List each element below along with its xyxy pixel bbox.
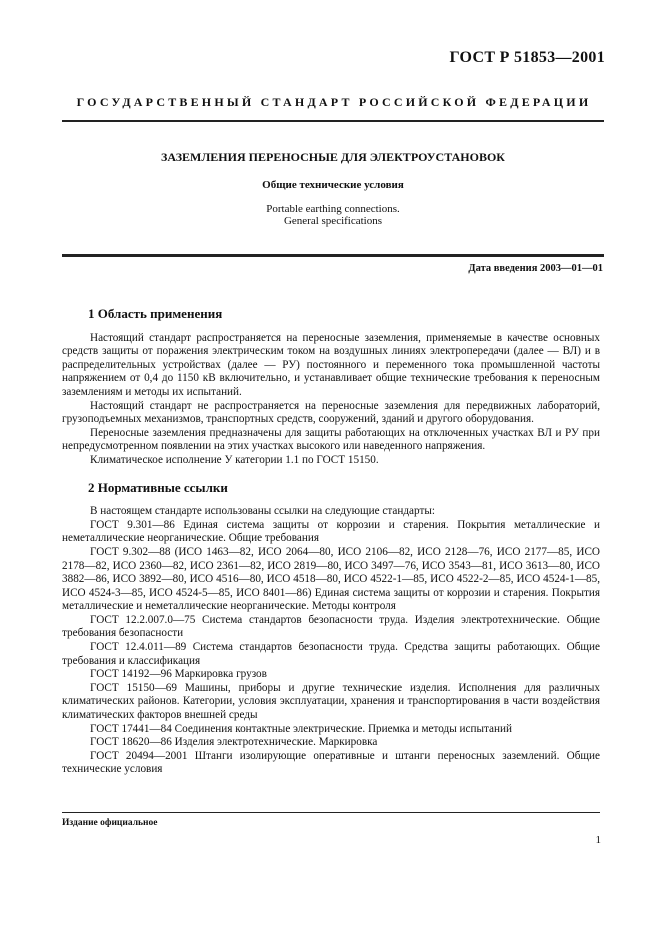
reference-entry: ГОСТ 9.301—86 Единая система защиты от коррозии и старения. Покрытия металлические и неметаллические неорганические. Общие требования	[62, 518, 600, 545]
reference-entry: ГОСТ 14192—96 Маркировка грузов	[90, 668, 267, 681]
english-title-line-2: General specifications	[283, 215, 383, 227]
section-1-paragraph: Настоящий стандарт не распространяется на переносные заземления для передвижных лабораторий, грузоподъемных механизмов, транспортных средств, сооружений, зданий и другого оборудования.	[62, 399, 600, 426]
section-2-heading: 2 Нормативные ссылки	[88, 479, 228, 495]
reference-entry: ГОСТ 17441—84 Соединения контактные электрические. Приемка и методы испытаний	[90, 722, 512, 735]
document-title: ЗАЗЕМЛЕНИЯ ПЕРЕНОСНЫЕ ДЛЯ ЭЛЕКТРОУСТАНОВОК	[161, 150, 505, 164]
gost-identifier: ГОСТ Р 51853—2001	[449, 49, 605, 66]
section-1-paragraph: Переносные заземления предназначены для защиты работающих на отключенных участках ВЛ и РУ при непредусмотренном появлении на этих участках высокого или наведенного напряжения.	[62, 426, 600, 453]
page-number: 1	[595, 834, 601, 846]
section-1-heading: 1 Область применения	[88, 306, 223, 321]
reference-entry: ГОСТ 9.302—88 (ИСО 1463—82, ИСО 2064—80, ИСО 2106—82, ИСО 2128—76, ИСО 2177—85, ИСО 2178—82, ИСО 2360—82, ИСО 2361—82, ИСО 2819—80, ИСО 3497—76, ИСО 3543—81, ИСО 3613—80, ИСО 3882—86, ИСО 3892—80, ИСО 4516—80, ИСО 4518—80, ИСО 4522-1—85, ИСО 4522-2—85, ИСО 4524-1—85, ИСО 4524-3—85, ИСО 4524-5—85, ИСО 8401—86) Единая система защиты от коррозии и старения. Покрытия металлические и неметаллические неорганические. Методы контроля	[62, 545, 600, 613]
introduction-date: Дата введения 2003—01—01	[468, 263, 603, 274]
top-divider	[62, 120, 604, 122]
section-1-paragraph: Настоящий стандарт распространяется на переносные заземления, применяемые в качестве основных средств защиты от поражения электрическим током на воздушных линиях электропередачи (далее — ВЛ) и в распределительных устройствах (далее — РУ) постоянного и переменного тока промышленной частоты напряжением от 0,4 до 1150 кВ включительно, и устанавливает общие технические требования к переносным заземлениям и методы их испытаний.	[62, 331, 600, 398]
english-title-line-1: Portable earthing connections.	[266, 203, 400, 215]
title-divider	[62, 254, 604, 257]
section-1-paragraph: Климатическое исполнение У категории 1.1 по ГОСТ 15150.	[90, 453, 379, 466]
reference-entry: ГОСТ 12.2.007.0—75 Система стандартов безопасности труда. Изделия электротехнические. Общие требования безопасности	[62, 613, 600, 640]
document-subtitle: Общие технические условия	[262, 179, 404, 191]
document-body	[62, 307, 600, 777]
edition-label: Издание официальное	[62, 818, 158, 828]
reference-entry: ГОСТ 12.4.011—89 Система стандартов безопасности труда. Средства защиты работающих. Общие требования и классификация	[62, 641, 600, 667]
reference-entry: ГОСТ 15150—69 Машины, приборы и другие технические изделия. Исполнения для различных климатических районов. Категории, условия эксплуатации, хранения и транспортирования в части воздействия климатических факторов внешней среды	[62, 681, 600, 722]
english-title	[62, 203, 604, 227]
reference-entry: ГОСТ 20494—2001 Штанги изолирующие оперативные и штанги переносных заземлений. Общие технические условия	[62, 749, 600, 776]
reference-entry: ГОСТ 18620—86 Изделия электротехнические. Маркировка	[90, 736, 378, 749]
section-2-paragraph: В настоящем стандарте использованы ссылки на следующие стандарты:	[90, 505, 435, 518]
state-standard-heading: ГОСУДАРСТВЕННЫЙ СТАНДАРТ РОССИЙСКОЙ ФЕДЕРАЦИИ	[76, 95, 592, 109]
footer-divider	[62, 812, 600, 813]
